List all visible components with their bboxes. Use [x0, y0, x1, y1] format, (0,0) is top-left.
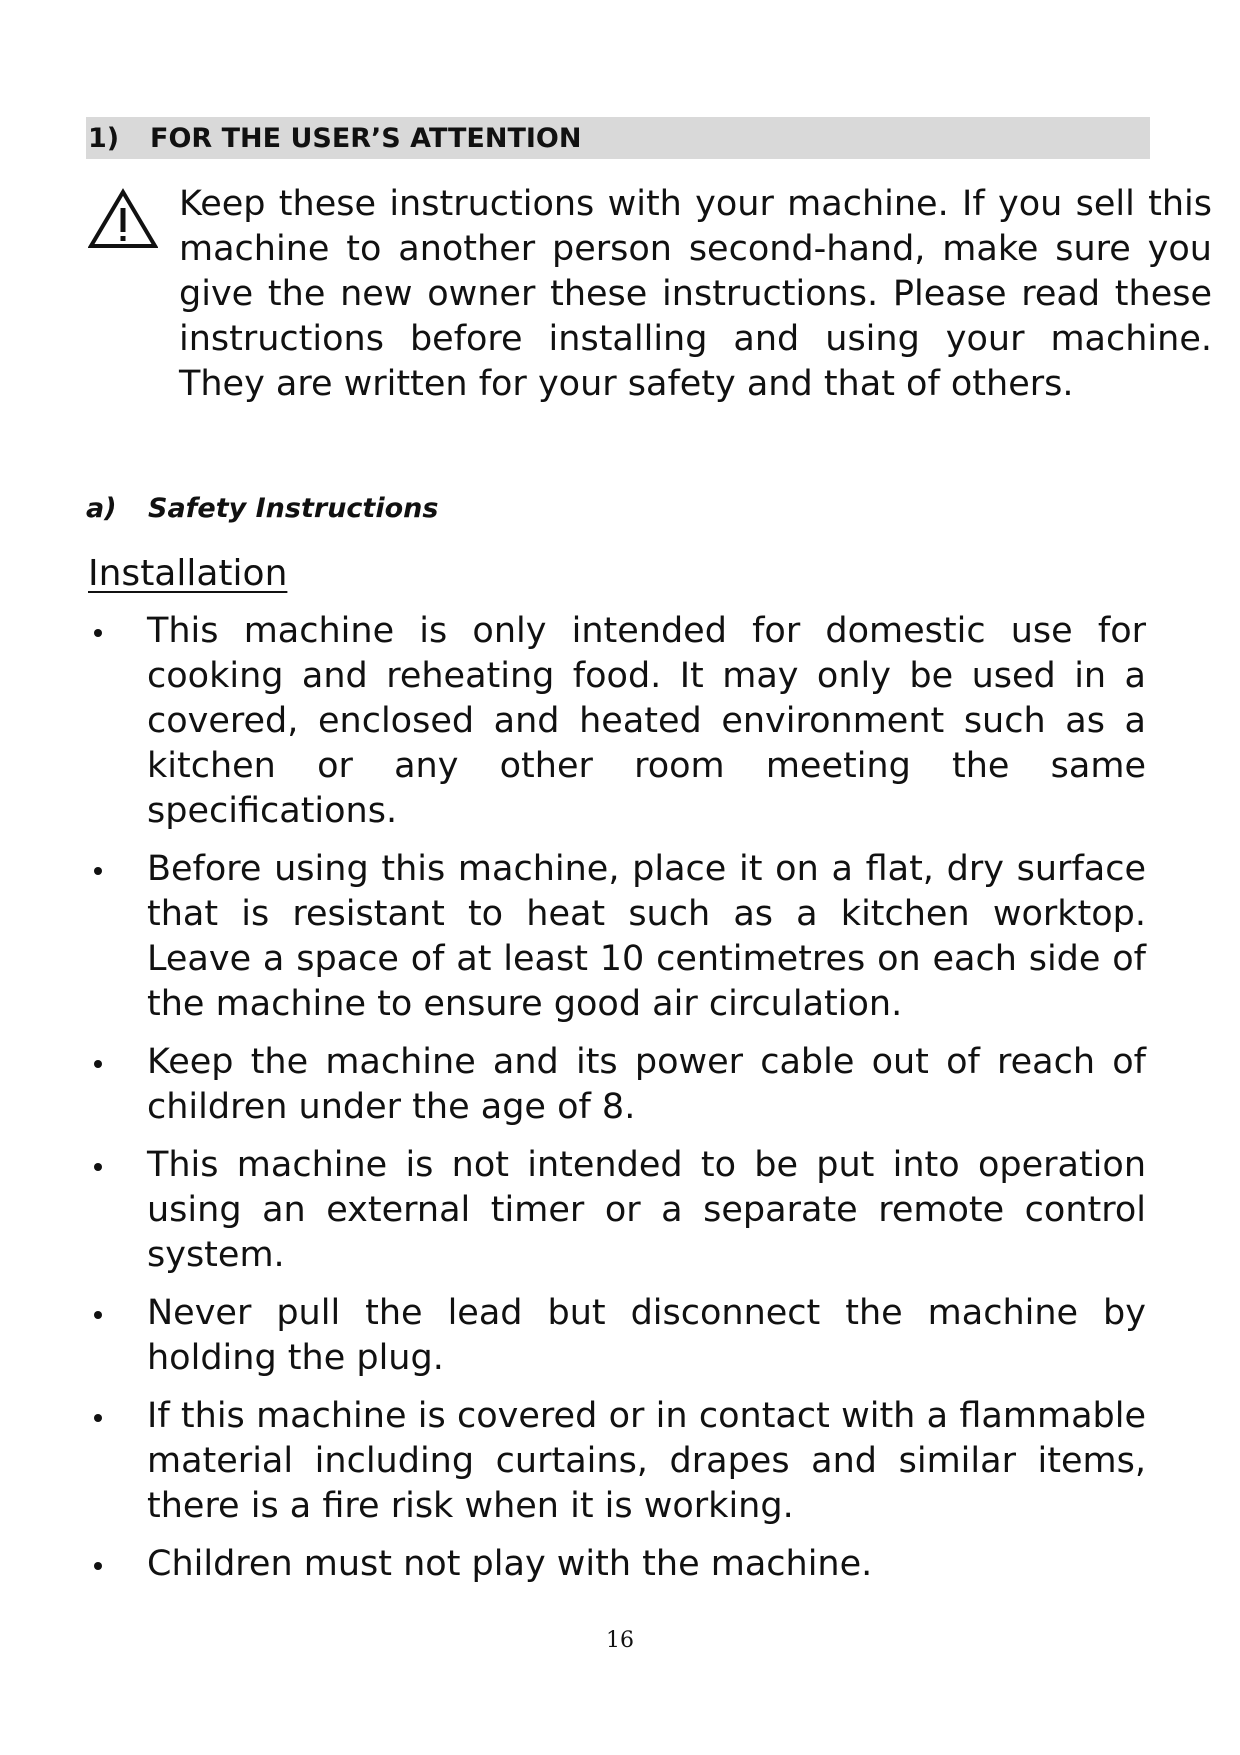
- list-item-text: Never pull the lead but disconnect the machine by holding the plug.: [147, 1293, 1146, 1378]
- list-item-text: Keep the machine and its power cable out of reach of children under the age of 8.: [147, 1042, 1146, 1127]
- list-item: [86, 1040, 1146, 1130]
- page-number: 16: [606, 1628, 634, 1653]
- list-item: [86, 847, 1146, 1027]
- warning-text: Keep these instructions with your machine. If you sell this machine to another person second-hand, make sure you give the new owner these instructions. Please read these instructions before installing and using your machine. They are written for your safety and that of others.: [179, 184, 1212, 404]
- list-item: [86, 609, 1146, 834]
- bullet-icon: [94, 1562, 102, 1570]
- installation-list: [86, 609, 1146, 1600]
- warning-triangle-icon: [88, 188, 158, 250]
- list-item-text: Children must not play with the machine.: [147, 1544, 873, 1584]
- list-item: [86, 1291, 1146, 1381]
- bullet-icon: [94, 1163, 102, 1171]
- list-item: [86, 1394, 1146, 1529]
- bullet-icon: [94, 1060, 102, 1068]
- bullet-icon: [94, 1414, 102, 1422]
- subsection-letter: a): [86, 493, 117, 524]
- list-item-text: Before using this machine, place it on a flat, dry surface that is resistant to heat such as a kitchen worktop. Leave a space of at least 10 centimetres on each side of the machine to ensure good air circulation.: [147, 849, 1146, 1024]
- list-item-text: If this machine is covered or in contact with a flammable material including curtains, drapes and similar items, there is a fire risk when it is working.: [147, 1396, 1146, 1526]
- list-item: [86, 1143, 1146, 1278]
- section-number: 1): [88, 122, 120, 154]
- bullet-icon: [94, 1311, 102, 1319]
- list-item-text: This machine is only intended for domestic use for cooking and reheating food. It may only be used in a covered, enclosed and heated environment such as a kitchen or any other room meeting the same specifications.: [147, 611, 1146, 831]
- subsection-heading: [86, 493, 438, 524]
- list-item-text: This machine is not intended to be put into operation using an external timer or a separate remote control system.: [147, 1145, 1146, 1275]
- section-heading: [86, 117, 1150, 159]
- subsection-title: Safety Instructions: [148, 493, 439, 524]
- list-item: [86, 1542, 1146, 1587]
- section-title: FOR THE USER’S ATTENTION: [150, 122, 582, 154]
- installation-heading: Installation: [88, 553, 288, 594]
- bullet-icon: [94, 867, 102, 875]
- bullet-icon: [94, 629, 102, 637]
